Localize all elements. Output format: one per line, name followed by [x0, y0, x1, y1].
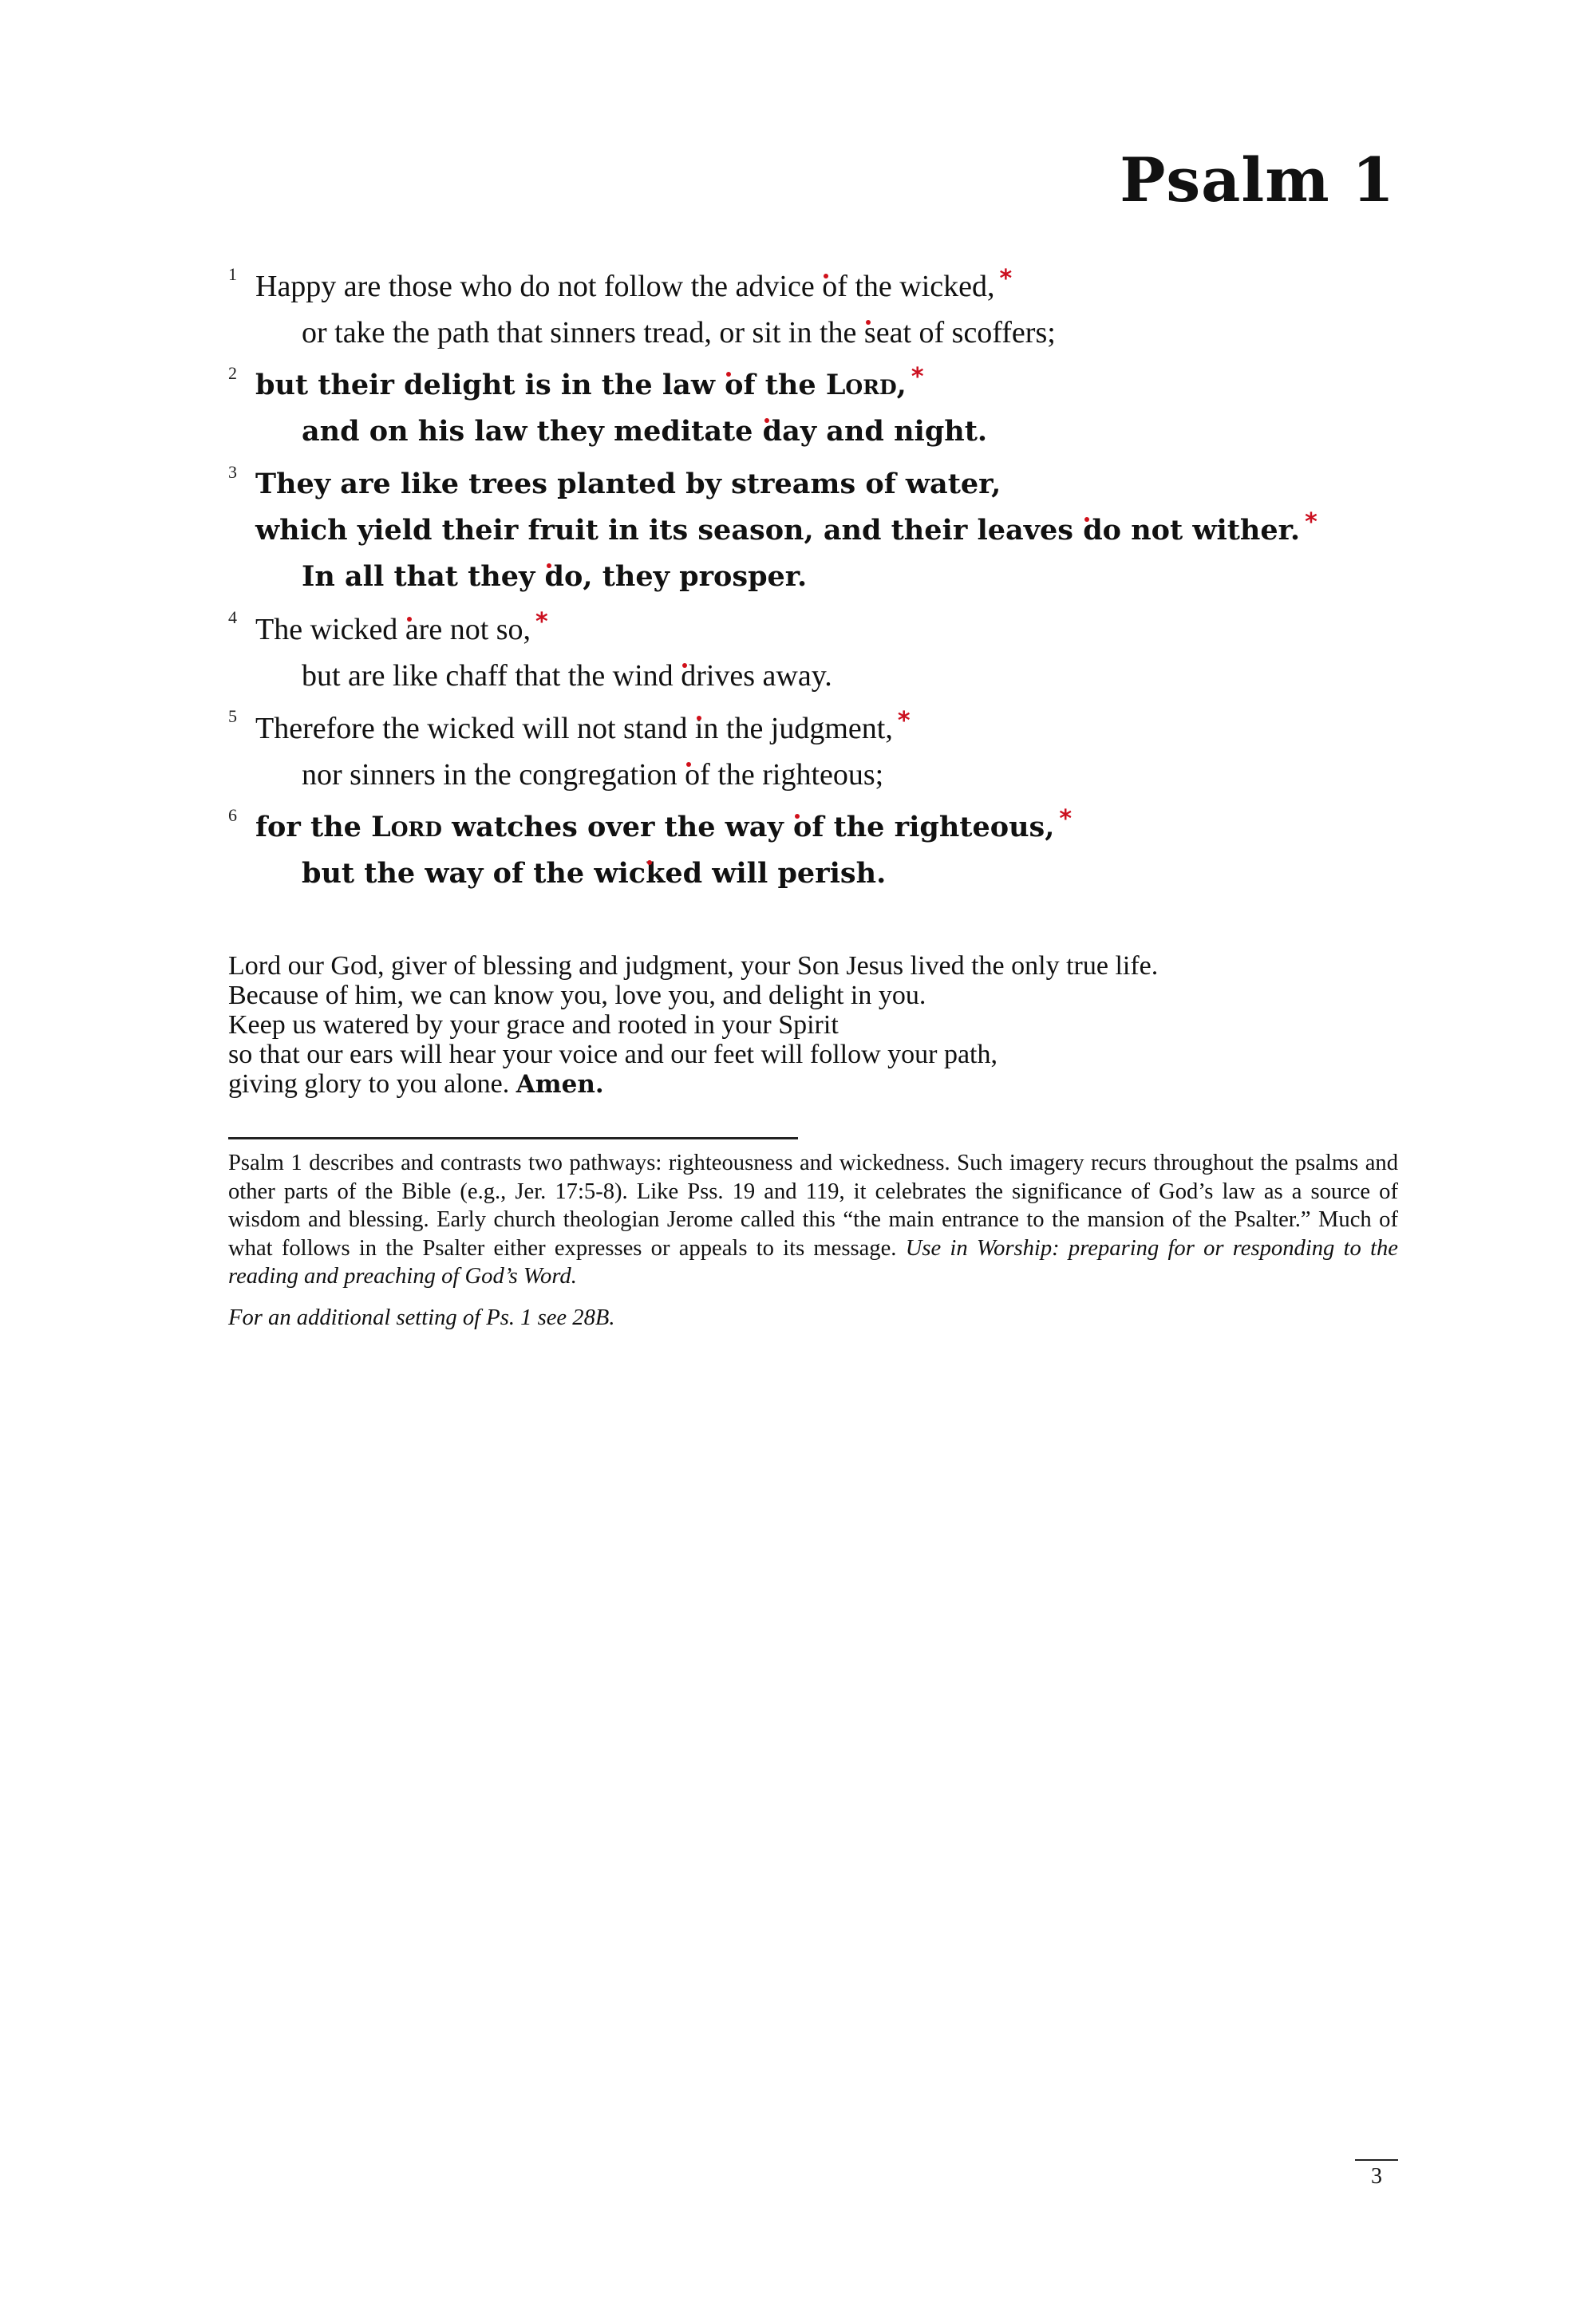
prayer-line: Keep us watered by your grace and rooted in your Spirit: [228, 1010, 839, 1040]
notes-divider: [228, 1137, 798, 1139]
divine-name: Lord: [371, 811, 442, 843]
verse-text: ked will perish.: [646, 857, 887, 890]
verse-text: In all that they: [302, 560, 545, 593]
verse-6-line-1: [228, 804, 1401, 851]
verse-text: of the wicked,: [822, 270, 995, 303]
prayer-line: [228, 1069, 1409, 1100]
psalm-text: [228, 263, 1401, 903]
divine-name: Lord: [825, 369, 897, 401]
page-number: 3: [1371, 2164, 1382, 2189]
verse-text: are not so,: [405, 613, 531, 646]
verse-3-line-3: [228, 554, 1401, 600]
additional-setting-note: For an additional setting of Ps. 1 see 28B.: [228, 1305, 615, 1330]
verse-text: seat of scoffers;: [863, 316, 1056, 349]
asterisk-mark: *: [1059, 805, 1073, 833]
page-number-rule: [1355, 2159, 1398, 2161]
prayer-line: so that our ears will hear your voice and our feet will follow your path,: [228, 1040, 998, 1069]
verse-text: but their delight is in the law: [255, 369, 725, 401]
verse-number: 6: [228, 805, 237, 825]
asterisk-mark: *: [999, 265, 1013, 293]
verse-3: [228, 461, 1401, 600]
verse-text: for the: [255, 811, 372, 843]
notes-text: Psalm 1 describes and contrasts two pathways: righteousness and wickedness. Such imagery recurs throughout the psalms and other parts of the Bible (e.g., Jer. 17:5-8). Like Pss. 19 and 119, it celebrates the significance of God’s law as a source of wisdom and blessing. Early church theologian Jerome called this “the main entrance to the mansion of the Psalter.” Much of what follows in the Psalter either expresses or appeals to its message.: [228, 1151, 1398, 1261]
verse-4-line-1: [228, 606, 1401, 653]
asterisk-mark: *: [535, 608, 548, 636]
asterisk-mark: *: [1305, 508, 1317, 536]
verse-number: 4: [228, 607, 237, 627]
verse-number: 3: [228, 462, 237, 482]
page-title: Psalm 1: [1120, 144, 1395, 215]
verse-3-line-1: [228, 461, 1401, 507]
verse-text: watches over the way: [441, 811, 793, 843]
use-in-worship: Use in Worship: preparing for or responding to the reading and preaching of God’s Word.: [228, 1235, 1398, 1289]
verse-2: [228, 362, 1401, 455]
verse-1-line-1: [228, 263, 1401, 310]
verse-text: Therefore the wicked will not stand: [255, 712, 695, 745]
verse-text: The wicked: [255, 613, 405, 646]
verse-2-line-2: [228, 409, 1401, 455]
psalm-prayer: [228, 951, 1409, 1100]
verse-text: They are like trees planted by streams of water,: [255, 468, 1001, 500]
verse-5: [228, 705, 1401, 798]
verse-text: ,: [896, 369, 907, 401]
verse-text: or take the path that sinners tread, or sit in the: [302, 316, 864, 349]
verse-number: 5: [228, 706, 237, 726]
verse-text: of the righteous,: [792, 811, 1055, 843]
prayer-line: Because of him, we can know you, love you, and delight in you.: [228, 981, 926, 1010]
verse-text: nor sinners in the congregation: [302, 758, 685, 792]
asterisk-mark: *: [897, 707, 911, 735]
verse-1-line-2: [228, 310, 1401, 356]
verse-6: [228, 804, 1401, 897]
verse-text: in the judgment,: [694, 712, 893, 745]
verse-4-line-2: [228, 653, 1401, 699]
prayer-line: Lord our God, giver of blessing and judgment, your Son Jesus lived the only true life.: [228, 951, 1159, 981]
asterisk-mark: *: [911, 363, 924, 391]
verse-text: and on his law they meditate: [302, 415, 763, 448]
verse-text: Happy are those who do not follow the advice: [255, 270, 823, 303]
verse-text: but the way of the wic: [302, 857, 646, 890]
verse-text: of the: [725, 369, 826, 401]
verse-6-line-2: [228, 851, 1401, 897]
verse-text: which yield their fruit in its season, and their leaves: [255, 514, 1084, 547]
verse-5-line-2: [228, 752, 1401, 798]
verse-text: do not wither.: [1083, 514, 1301, 547]
psalm-notes: [228, 1149, 1398, 1332]
verse-2-line-1: [228, 362, 1401, 409]
verse-text: day and night.: [762, 415, 988, 448]
amen: Amen.: [516, 1070, 604, 1099]
verse-4: [228, 606, 1401, 699]
verse-text: drives away.: [681, 659, 832, 693]
verse-5-line-1: [228, 705, 1401, 752]
verse-text: of the righteous;: [685, 758, 884, 792]
verse-text: but are like chaff that the wind: [302, 659, 681, 693]
prayer-text: giving glory to you alone.: [228, 1069, 516, 1099]
verse-number: 2: [228, 363, 237, 383]
verse-3-line-2: [228, 507, 1401, 554]
verse-number: 1: [228, 264, 237, 284]
verse-1: [228, 263, 1401, 356]
notes-body: [228, 1149, 1398, 1291]
verse-text: do, they prosper.: [544, 560, 808, 593]
